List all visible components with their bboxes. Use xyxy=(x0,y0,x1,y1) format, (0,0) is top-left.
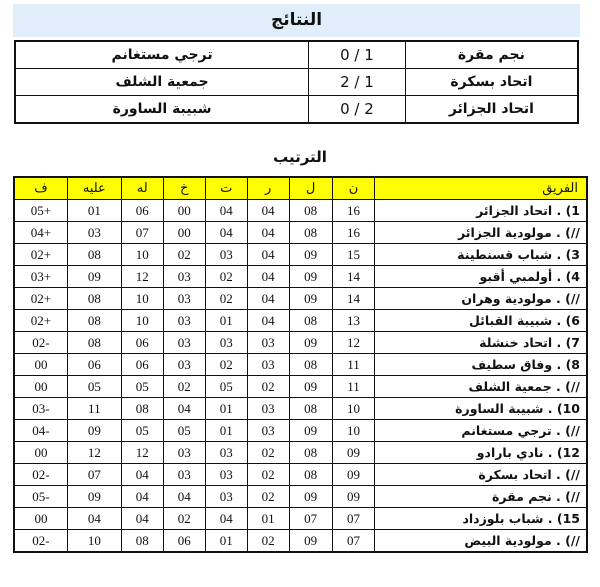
goals-for: 08 xyxy=(121,530,163,553)
goals-for: 06 xyxy=(121,200,163,222)
standings-row xyxy=(14,222,587,244)
won: 04 xyxy=(247,222,289,244)
goals-against: 05 xyxy=(67,376,121,398)
header-lost: خ xyxy=(163,177,205,200)
team-name: 4) . أولمبي أقبو xyxy=(375,266,587,288)
played: 07 xyxy=(289,508,332,530)
played: 08 xyxy=(289,354,332,376)
played: 08 xyxy=(289,310,332,332)
home-team: اتحاد الجزائر xyxy=(405,96,578,124)
won: 02 xyxy=(247,530,289,553)
goal-difference: 02- xyxy=(14,530,67,553)
goal-difference: 00 xyxy=(14,442,67,464)
home-team: اتحاد بسكرة xyxy=(405,69,578,96)
points: 10 xyxy=(332,420,375,442)
played: 08 xyxy=(289,442,332,464)
standings-row xyxy=(14,464,587,486)
standings-title: الترتيب xyxy=(273,148,327,166)
away-team: شبيبة الساورة xyxy=(15,96,309,124)
team-name: 6) . شبيبة القبائل xyxy=(375,310,587,332)
drawn: 01 xyxy=(205,310,247,332)
goals-against: 03 xyxy=(67,222,121,244)
result-row xyxy=(15,96,578,124)
lost: 04 xyxy=(163,398,205,420)
goals-against: 04 xyxy=(67,508,121,530)
standings-row xyxy=(14,332,587,354)
goals-for: 07 xyxy=(121,222,163,244)
lost: 00 xyxy=(163,200,205,222)
won: 04 xyxy=(247,310,289,332)
goals-against: 08 xyxy=(67,288,121,310)
points: 07 xyxy=(332,508,375,530)
goals-against: 11 xyxy=(67,398,121,420)
played: 09 xyxy=(289,486,332,508)
won: 04 xyxy=(247,244,289,266)
won: 02 xyxy=(247,376,289,398)
lost: 03 xyxy=(163,310,205,332)
header-won: ر xyxy=(247,177,289,200)
goals-for: 06 xyxy=(121,332,163,354)
points: 11 xyxy=(332,376,375,398)
goal-difference: 00 xyxy=(14,354,67,376)
standings-row xyxy=(14,200,587,222)
won: 03 xyxy=(247,420,289,442)
drawn: 03 xyxy=(205,442,247,464)
standings-row xyxy=(14,486,587,508)
drawn: 04 xyxy=(205,222,247,244)
points: 10 xyxy=(332,398,375,420)
header-team: الفريق xyxy=(375,177,587,200)
lost: 04 xyxy=(163,486,205,508)
goals-against: 12 xyxy=(67,442,121,464)
goal-difference: 02+ xyxy=(14,244,67,266)
goals-for: 10 xyxy=(121,288,163,310)
team-name: //) . جمعية الشلف xyxy=(375,376,587,398)
points: 14 xyxy=(332,266,375,288)
drawn: 03 xyxy=(205,244,247,266)
won: 04 xyxy=(247,288,289,310)
points: 09 xyxy=(332,486,375,508)
standings-row xyxy=(14,354,587,376)
lost: 02 xyxy=(163,376,205,398)
match-score: 2 / 1 xyxy=(309,69,406,96)
standings-row xyxy=(14,244,587,266)
goals-for: 08 xyxy=(121,398,163,420)
drawn: 03 xyxy=(205,464,247,486)
results-table xyxy=(14,40,579,124)
played: 09 xyxy=(289,420,332,442)
standings-row xyxy=(14,530,587,553)
played: 09 xyxy=(289,288,332,310)
standings-row xyxy=(14,398,587,420)
lost: 03 xyxy=(163,442,205,464)
lost: 03 xyxy=(163,354,205,376)
header-goals-for: له xyxy=(121,177,163,200)
goals-against: 09 xyxy=(67,266,121,288)
goal-difference: 00 xyxy=(14,376,67,398)
standings-header-row xyxy=(14,177,587,200)
results-title-bar xyxy=(13,4,580,37)
drawn: 02 xyxy=(205,288,247,310)
team-name: 12) . نادي بارادو xyxy=(375,442,587,464)
drawn: 05 xyxy=(205,376,247,398)
points: 15 xyxy=(332,244,375,266)
match-score: 0 / 2 xyxy=(309,96,406,124)
away-team: جمعية الشلف xyxy=(15,69,309,96)
points: 12 xyxy=(332,332,375,354)
goals-against: 08 xyxy=(67,310,121,332)
drawn: 03 xyxy=(205,486,247,508)
drawn: 02 xyxy=(205,354,247,376)
goal-difference: 02+ xyxy=(14,310,67,332)
standings-row xyxy=(14,310,587,332)
goals-against: 08 xyxy=(67,332,121,354)
goals-for: 04 xyxy=(121,464,163,486)
team-name: 3) . شباب قسنطينة xyxy=(375,244,587,266)
lost: 02 xyxy=(163,244,205,266)
drawn: 04 xyxy=(205,200,247,222)
won: 02 xyxy=(247,464,289,486)
goals-for: 10 xyxy=(121,244,163,266)
drawn: 04 xyxy=(205,508,247,530)
goals-against: 08 xyxy=(67,244,121,266)
points: 09 xyxy=(332,442,375,464)
team-name: 15) . شباب بلوزداد xyxy=(375,508,587,530)
goals-against: 09 xyxy=(67,420,121,442)
played: 09 xyxy=(289,530,332,553)
team-name: //) . مولودية وهران xyxy=(375,288,587,310)
lost: 03 xyxy=(163,288,205,310)
goal-difference: 05+ xyxy=(14,200,67,222)
points: 13 xyxy=(332,310,375,332)
goal-difference: 04- xyxy=(14,420,67,442)
lost: 02 xyxy=(163,508,205,530)
goals-against: 06 xyxy=(67,354,121,376)
standings-table xyxy=(13,176,588,553)
points: 16 xyxy=(332,222,375,244)
played: 08 xyxy=(289,464,332,486)
goals-against: 07 xyxy=(67,464,121,486)
played: 09 xyxy=(289,244,332,266)
results-title: النتائج xyxy=(270,10,323,30)
points: 16 xyxy=(332,200,375,222)
lost: 03 xyxy=(163,266,205,288)
team-name: 1) . اتحاد الجزائر xyxy=(375,200,587,222)
team-name: 8) . وفاق سطيف xyxy=(375,354,587,376)
standings-row xyxy=(14,508,587,530)
goal-difference: 02- xyxy=(14,464,67,486)
header-goal-difference: ف xyxy=(14,177,67,200)
points: 09 xyxy=(332,464,375,486)
drawn: 03 xyxy=(205,332,247,354)
result-row xyxy=(15,41,578,69)
goal-difference: 03- xyxy=(14,398,67,420)
goal-difference: 05- xyxy=(14,486,67,508)
team-name: 10) . شبيبة الساورة xyxy=(375,398,587,420)
header-drawn: ت xyxy=(205,177,247,200)
match-score: 0 / 1 xyxy=(309,41,406,69)
played: 08 xyxy=(289,200,332,222)
played: 08 xyxy=(289,398,332,420)
header-played: ل xyxy=(289,177,332,200)
lost: 03 xyxy=(163,332,205,354)
won: 02 xyxy=(247,442,289,464)
result-row xyxy=(15,69,578,96)
points: 14 xyxy=(332,288,375,310)
lost: 03 xyxy=(163,464,205,486)
won: 03 xyxy=(247,398,289,420)
lost: 00 xyxy=(163,222,205,244)
standings-row xyxy=(14,420,587,442)
away-team: ترجي مستغانم xyxy=(15,41,309,69)
lost: 06 xyxy=(163,530,205,553)
played: 09 xyxy=(289,332,332,354)
drawn: 02 xyxy=(205,266,247,288)
header-goals-against: عليه xyxy=(67,177,121,200)
team-name: 7) . اتحاد خنشلة xyxy=(375,332,587,354)
standings-row xyxy=(14,376,587,398)
goal-difference: 00 xyxy=(14,508,67,530)
won: 04 xyxy=(247,266,289,288)
team-name: //) . مولودية الجزائر xyxy=(375,222,587,244)
played: 09 xyxy=(289,266,332,288)
team-name: //) . ترجي مستغانم xyxy=(375,420,587,442)
goals-for: 10 xyxy=(121,310,163,332)
won: 03 xyxy=(247,332,289,354)
standings-row xyxy=(14,442,587,464)
won: 01 xyxy=(247,508,289,530)
drawn: 01 xyxy=(205,530,247,553)
standings-row xyxy=(14,288,587,310)
goals-for: 05 xyxy=(121,420,163,442)
goals-for: 12 xyxy=(121,442,163,464)
drawn: 01 xyxy=(205,398,247,420)
goals-for: 06 xyxy=(121,354,163,376)
team-name: //) . مولودية البيض xyxy=(375,530,587,553)
goal-difference: 02+ xyxy=(14,288,67,310)
goal-difference: 03+ xyxy=(14,266,67,288)
header-points: ن xyxy=(332,177,375,200)
goals-for: 05 xyxy=(121,376,163,398)
goals-for: 04 xyxy=(121,508,163,530)
goals-for: 04 xyxy=(121,486,163,508)
points: 11 xyxy=(332,354,375,376)
played: 08 xyxy=(289,222,332,244)
played: 09 xyxy=(289,376,332,398)
goals-for: 12 xyxy=(121,266,163,288)
home-team: نجم مقرة xyxy=(405,41,578,69)
goals-against: 09 xyxy=(67,486,121,508)
lost: 05 xyxy=(163,420,205,442)
points: 07 xyxy=(332,530,375,553)
goal-difference: 02- xyxy=(14,332,67,354)
drawn: 01 xyxy=(205,420,247,442)
goal-difference: 04+ xyxy=(14,222,67,244)
won: 04 xyxy=(247,200,289,222)
goals-against: 10 xyxy=(67,530,121,553)
team-name: //) . اتحاد بسكرة xyxy=(375,464,587,486)
won: 03 xyxy=(247,354,289,376)
team-name: //) . نجم مقرة xyxy=(375,486,587,508)
goals-against: 01 xyxy=(67,200,121,222)
standings-row xyxy=(14,266,587,288)
won: 02 xyxy=(247,486,289,508)
